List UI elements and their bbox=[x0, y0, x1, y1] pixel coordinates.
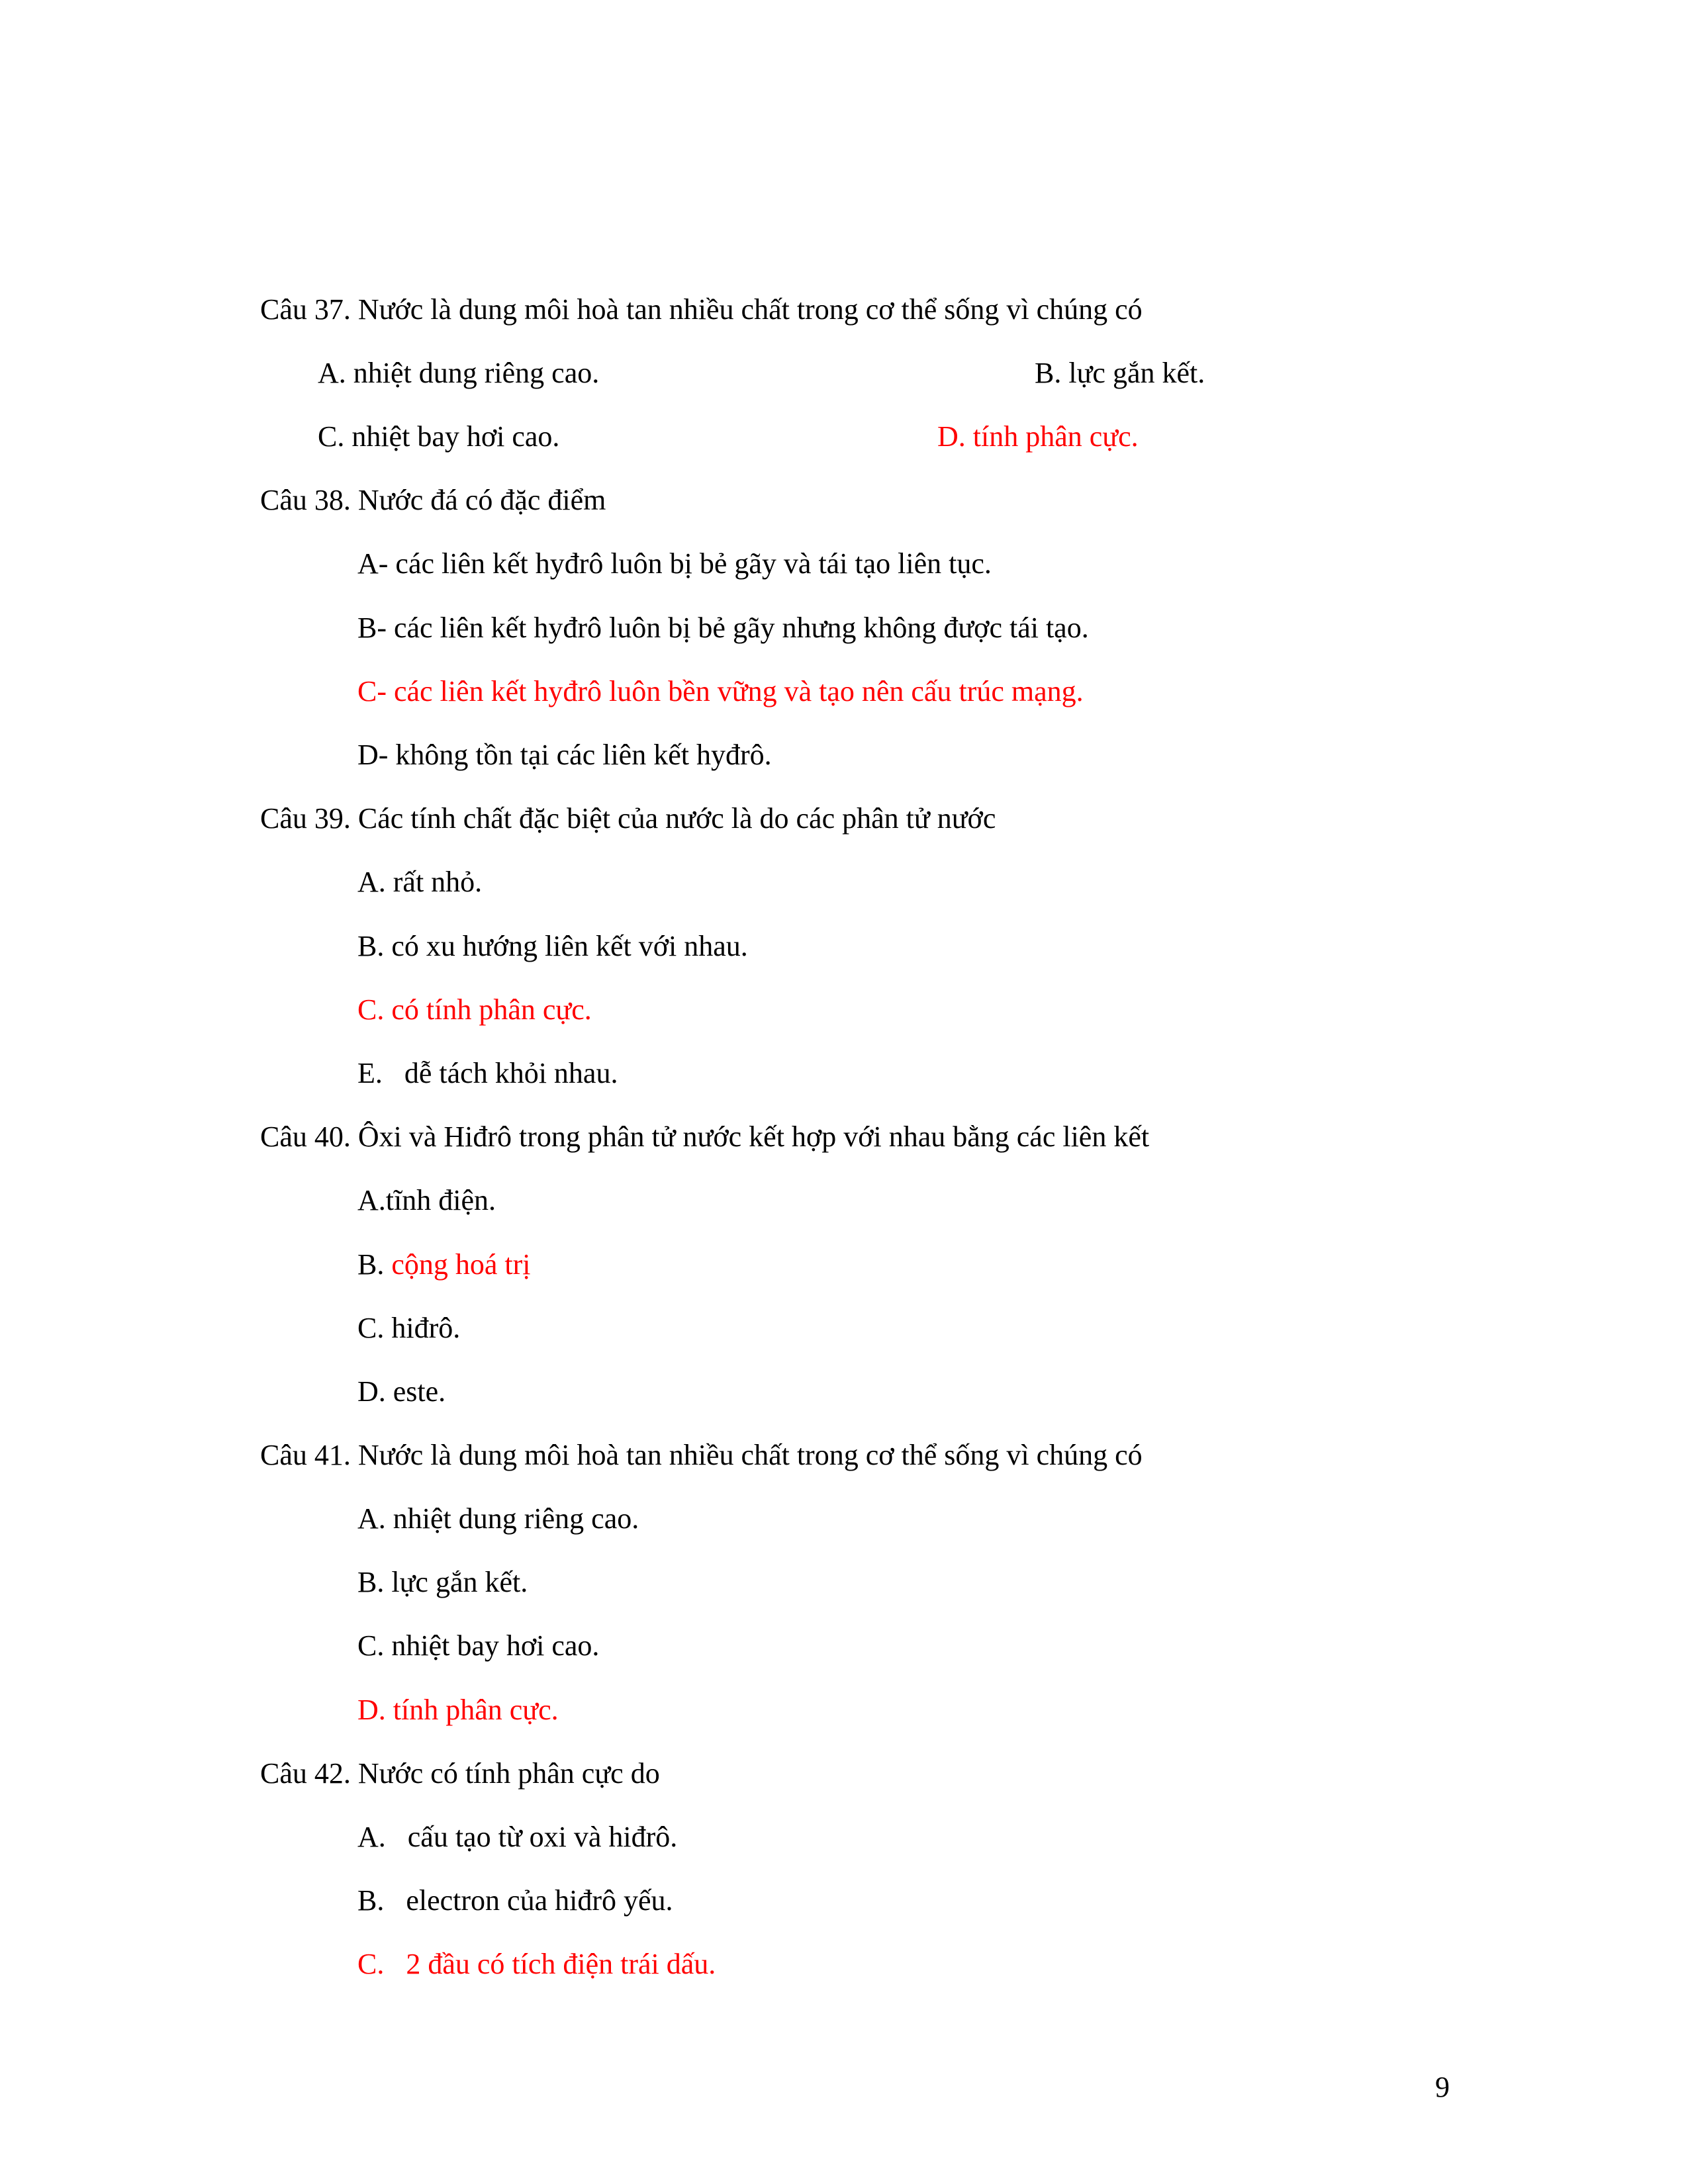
q40-option-a: A.tĩnh điện. bbox=[357, 1184, 496, 1216]
q41-option-d-answer: D. tính phân cực. bbox=[357, 1694, 559, 1726]
q39-option-b: B. có xu hướng liên kết với nhau. bbox=[357, 930, 748, 962]
q38-option-a: A- các liên kết hyđrô luôn bị bẻ gãy và tái tạo liên tục. bbox=[357, 547, 992, 580]
q41-option-c: C. nhiệt bay hơi cao. bbox=[357, 1629, 600, 1662]
q41-option-a: A. nhiệt dung riêng cao. bbox=[357, 1502, 639, 1535]
question-39: Câu 39. Các tính chất đặc biệt của nước là do các phân tử nước bbox=[260, 802, 996, 835]
q38-option-b: B- các liên kết hyđrô luôn bị bẻ gãy nhưng không được tái tạo. bbox=[357, 612, 1089, 644]
q42-option-c-answer: C. 2 đầu có tích điện trái dấu. bbox=[357, 1948, 716, 1980]
q39-option-c-answer: C. có tính phân cực. bbox=[357, 993, 592, 1026]
q42-option-b: B. electron của hiđrô yếu. bbox=[357, 1884, 673, 1917]
q37-option-c: C. nhiệt bay hơi cao. bbox=[318, 420, 560, 453]
q37-option-a: A. nhiệt dung riêng cao. bbox=[318, 357, 600, 389]
question-40: Câu 40. Ôxi và Hiđrô trong phân tử nước kết hợp với nhau bằng các liên kết bbox=[260, 1120, 1150, 1153]
q40-option-b-label: B. bbox=[357, 1248, 392, 1281]
q40-option-d: D. este. bbox=[357, 1375, 446, 1408]
question-37: Câu 37. Nước là dung môi hoà tan nhiều chất trong cơ thể sống vì chúng có bbox=[260, 293, 1143, 326]
question-41: Câu 41. Nước là dung môi hoà tan nhiều chất trong cơ thể sống vì chúng có bbox=[260, 1439, 1143, 1471]
q39-option-a: A. rất nhỏ. bbox=[357, 866, 483, 898]
question-42: Câu 42. Nước có tính phân cực do bbox=[260, 1757, 660, 1790]
q41-option-b: B. lực gắn kết. bbox=[357, 1566, 528, 1598]
q40-option-b bbox=[357, 1246, 531, 1283]
page-number: 9 bbox=[1435, 2071, 1450, 2103]
q38-option-d: D- không tồn tại các liên kết hyđrô. bbox=[357, 739, 772, 771]
q38-option-c-answer: C- các liên kết hyđrô luôn bền vững và tạo nên cấu trúc mạng. bbox=[357, 675, 1084, 707]
q39-option-e: E. dễ tách khỏi nhau. bbox=[357, 1057, 618, 1089]
q42-option-a: A. cấu tạo từ oxi và hiđrô. bbox=[357, 1821, 678, 1853]
q40-option-b-answer: cộng hoá trị bbox=[391, 1248, 531, 1281]
q37-option-d-answer: D. tính phân cực. bbox=[937, 420, 1139, 453]
question-38: Câu 38. Nước đá có đặc điểm bbox=[260, 484, 606, 516]
q40-option-c: C. hiđrô. bbox=[357, 1312, 461, 1344]
q37-option-b: B. lực gắn kết. bbox=[1035, 357, 1205, 389]
